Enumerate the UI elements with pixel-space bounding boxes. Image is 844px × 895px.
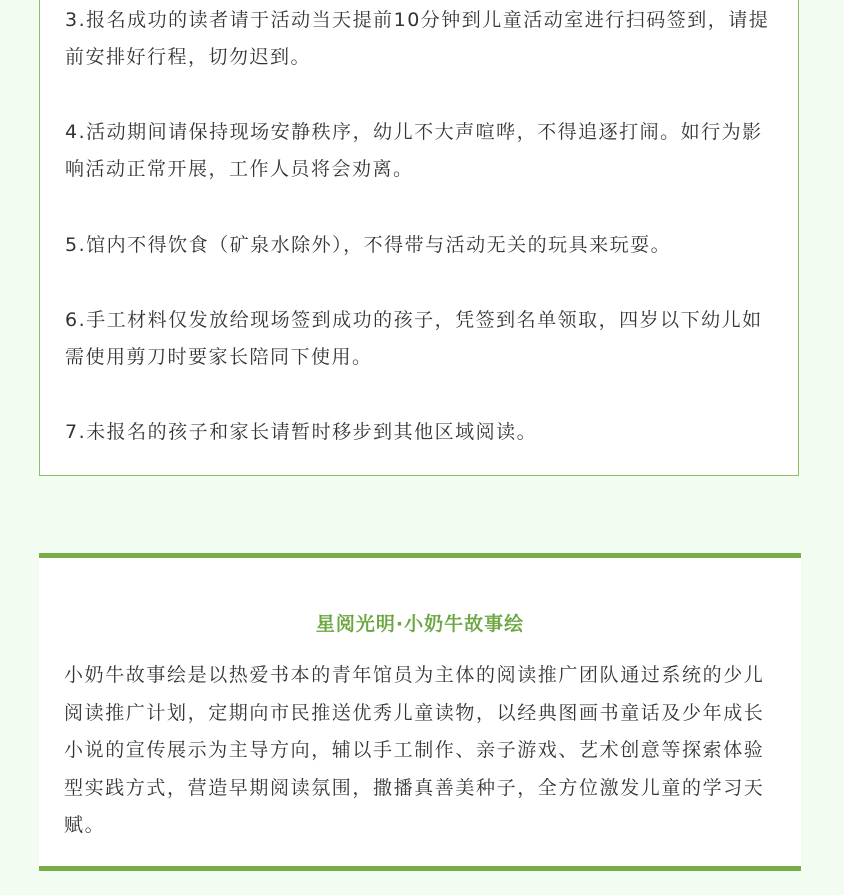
activity-notice-box [39, 0, 799, 476]
intro-title: 星阅光明·小奶牛故事绘 [315, 613, 525, 635]
intro-body: 小奶牛故事绘是以热爱书本的青年馆员为主体的阅读推广团队通过系统的少儿阅读推广计划，定期向市民推送优秀儿童读物，以经典图画书童话及少年成长小说的宣传展示为主导方向，辅以手工制作、亲子游戏、艺术创意等探索体验型实践方式，营造早期阅读氛围，撒播真善美种子，全方位激发儿童的学习天赋。 [64, 664, 765, 836]
notice-item-4: 4.活动期间请保持现场安静秩序，幼儿不大声喧哗，不得追逐打闹。如行为影响活动正常开展，工作人员将会劝离。 [65, 121, 763, 180]
notice-item-3: 3.报名成功的读者请于活动当天提前10分钟到儿童活动室进行扫码签到，请提前安排好行程，切勿迟到。 [65, 9, 770, 68]
notice-item-6: 6.手工材料仅发放给现场签到成功的孩子，凭签到名单领取，四岁以下幼儿如需使用剪刀时要家长陪同下使用。 [65, 309, 763, 368]
story-program-intro-card [39, 553, 801, 871]
notice-item-5: 5.馆内不得饮食（矿泉水除外），不得带与活动无关的玩具来玩耍。 [65, 234, 672, 256]
notice-item-7: 7.未报名的孩子和家长请暂时移步到其他区域阅读。 [65, 421, 538, 443]
